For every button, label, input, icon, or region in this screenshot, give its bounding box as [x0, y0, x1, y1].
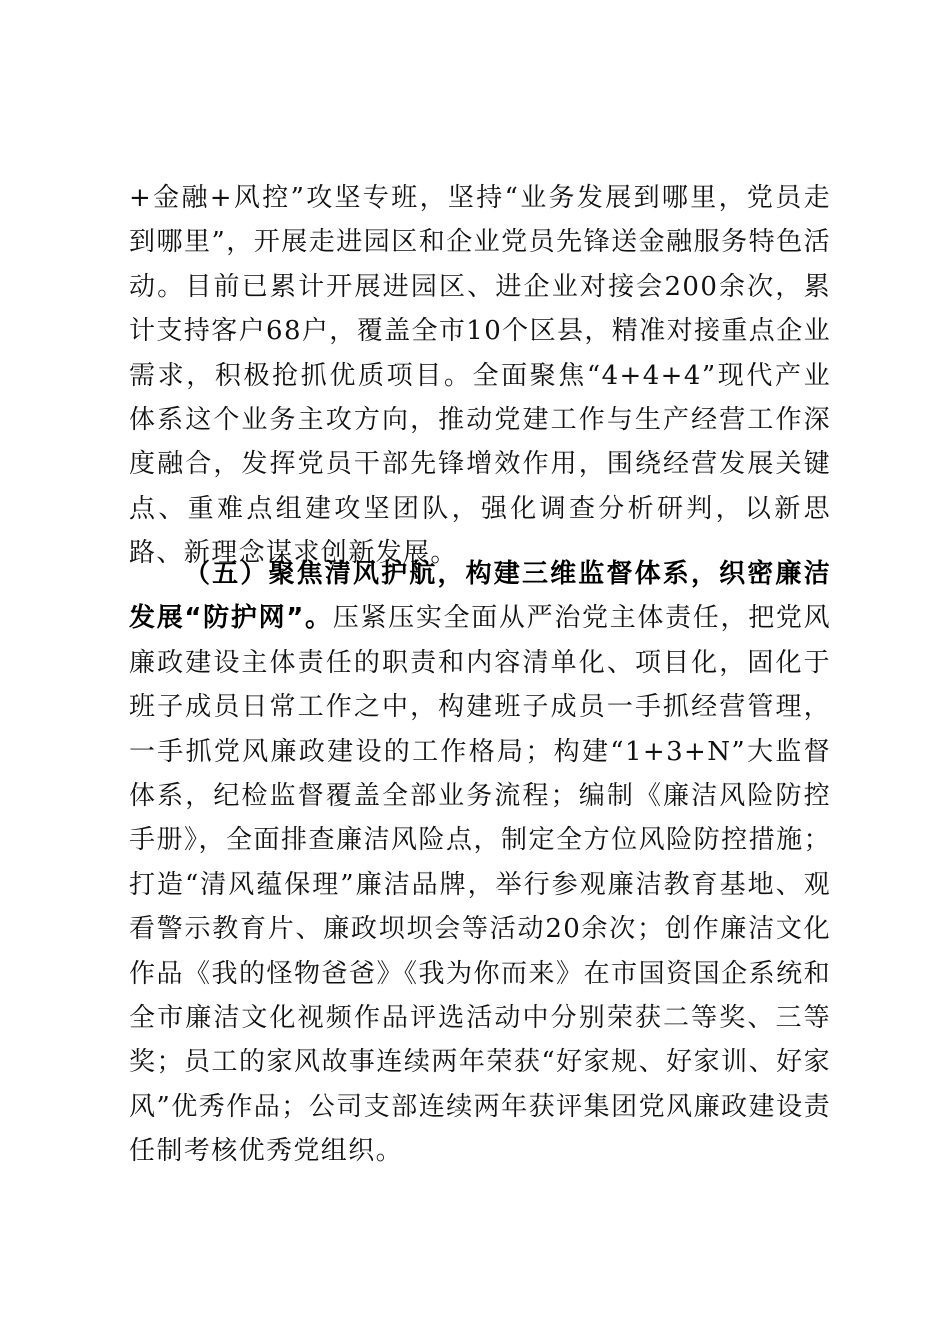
body-paragraph-1 — [129, 176, 831, 576]
paragraph-1-text: +金融+风控”攻坚专班，坚持“业务发展到哪里，党员走到哪里”，开展走进园区和企业党员先锋送金融服务特色活动。目前已累计开展进园区、进企业对接会200余次，累计支持客户68户，覆盖全市10个区县，精准对接重点企业需求，积极抢抓优质项目。全面聚焦“4+4+4”现代产业体系这个业务主攻方向，推动党建工作与生产经营工作深度融合，发挥党员干部先锋增效作用，围绕经营发展关键点、重难点组建攻坚团队，强化调查分析研判，以新思路、新理念谋求创新发展。 — [129, 183, 831, 569]
body-paragraph-2 — [129, 552, 831, 1174]
section-heading: （五）聚焦清风护航，构建三维监督体系，织密廉洁发展“防护网”。 — [129, 559, 831, 634]
paragraph-2-text: 压紧压实全面从严治党主体责任，把党风廉政建设主体责任的职责和内容清单化、项目化，固化于班子成员日常工作之中，构建班子成员一手抓经营管理，一手抓党风廉政建设的工作格局；构建“1+3+N”大监督体系，纪检监督覆盖全部业务流程；编制《廉洁风险防控手册》，全面排查廉洁风险点，制定全方位风险防控措施；打造“清风蕴保理”廉洁品牌，举行参观廉洁教育基地、观看警示教育片、廉政坝坝会等活动20余次；创作廉洁文化作品《我的怪物爸爸》《我为你而来》在市国资国企系统和全市廉洁文化视频作品评选活动中分别荣获二等奖、三等奖；员工的家风故事连续两年荣获“好家规、好家训、好家风”优秀作品；公司支部连续两年获评集团党风廉政建设责任制考核优秀党组织。 — [129, 603, 831, 1167]
